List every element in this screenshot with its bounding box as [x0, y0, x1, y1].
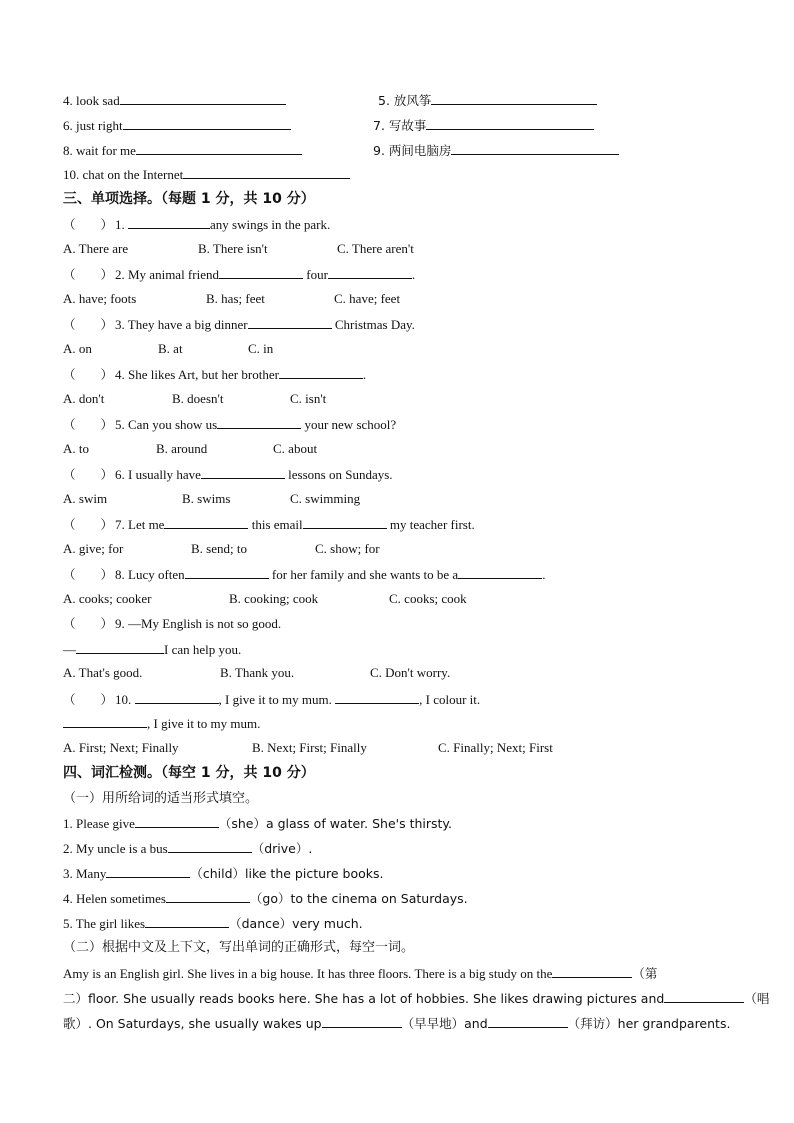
question-4: [63, 366, 366, 383]
answer-blank[interactable]: [120, 92, 286, 105]
answer-paren[interactable]: （ ）: [63, 417, 114, 432]
question-text: 1. Please give: [63, 816, 135, 831]
q1-option-c[interactable]: C. There aren't: [337, 241, 414, 256]
q10-option-a[interactable]: A. First; Next; Finally: [63, 740, 179, 755]
q9-option-b[interactable]: B. Thank you.: [220, 665, 295, 680]
question-text: Christmas Day.: [331, 317, 415, 332]
question-text: （drive）.: [251, 841, 313, 856]
answer-blank[interactable]: [135, 691, 219, 704]
answer-blank[interactable]: [76, 641, 164, 654]
question-text: （she）a glass of water. She's thirsty.: [218, 816, 453, 831]
answer-paren[interactable]: （ ）: [63, 317, 114, 332]
passage-text: Amy is an English girl. She lives in a big house. It has three floors. There is a big study on the: [63, 966, 553, 981]
question-text: .: [411, 267, 416, 282]
question-10: [63, 691, 480, 708]
q9-option-c[interactable]: C. Don't worry.: [370, 665, 451, 680]
question-text: 7. Let me: [115, 517, 165, 532]
answer-paren[interactable]: （ ）: [63, 567, 114, 582]
answer-paren[interactable]: （ ）: [63, 616, 114, 631]
answer-paren[interactable]: （ ）: [63, 517, 114, 532]
vocab-text: 6. just right: [63, 118, 123, 133]
answer-blank[interactable]: [322, 1015, 402, 1028]
answer-blank[interactable]: [183, 166, 350, 179]
q4-option-c[interactable]: C. isn't: [290, 391, 327, 406]
question-text: .: [362, 367, 367, 382]
question-9: [63, 616, 281, 632]
answer-blank[interactable]: [185, 566, 269, 579]
question-text: 5. Can you show us: [115, 417, 218, 432]
answer-paren[interactable]: （ ）: [63, 692, 114, 707]
q5-option-c[interactable]: C. about: [273, 441, 318, 456]
answer-blank[interactable]: [335, 691, 419, 704]
part-1-title: （一）用所给词的适当形式填空。: [63, 791, 259, 806]
answer-blank[interactable]: [552, 965, 632, 978]
question-3: [63, 316, 415, 333]
answer-blank[interactable]: [145, 915, 229, 928]
q1-option-b[interactable]: B. There isn't: [198, 241, 268, 256]
answer-blank[interactable]: [217, 416, 301, 429]
answer-blank[interactable]: [168, 840, 252, 853]
question-text: , I colour it.: [419, 692, 481, 707]
answer-blank[interactable]: [128, 216, 210, 229]
q2-option-c[interactable]: C. have; feet: [334, 291, 401, 306]
question-10-cont: [63, 715, 260, 732]
answer-blank[interactable]: [164, 516, 248, 529]
question-text: 2. My uncle is a bus: [63, 841, 168, 856]
answer-blank[interactable]: [488, 1015, 568, 1028]
answer-blank[interactable]: [248, 316, 332, 329]
question-7: [63, 516, 475, 533]
passage-text: 歌）. On Saturdays, she usually wakes up: [63, 1016, 322, 1031]
question-text: lessons on Sundays.: [284, 467, 393, 482]
answer-blank[interactable]: [279, 366, 363, 379]
question-text: （dance）very much.: [229, 916, 363, 931]
answer-paren[interactable]: （ ）: [63, 267, 114, 282]
vocab-item-4: [63, 92, 286, 109]
answer-blank[interactable]: [166, 890, 250, 903]
question-8: [63, 566, 545, 583]
passage-text: （早早地）and: [401, 1016, 488, 1031]
q8-option-c[interactable]: C. cooks; cook: [389, 591, 467, 606]
answer-paren[interactable]: （ ）: [63, 367, 114, 382]
vocab-item-8: [63, 142, 302, 159]
q3-option-b[interactable]: B. at: [158, 341, 183, 356]
vocab-text: 10. chat on the Internet: [63, 167, 184, 182]
answer-blank[interactable]: [328, 266, 412, 279]
vocab-text: 4. look sad: [63, 93, 120, 108]
q7-option-a[interactable]: A. give; for: [63, 541, 124, 556]
section-3-title: 三、单项选择。（每题 1 分，共 10 分）: [63, 191, 315, 207]
question-text: （child）like the picture books.: [190, 866, 384, 881]
answer-blank[interactable]: [123, 117, 291, 130]
answer-blank[interactable]: [63, 715, 147, 728]
vocab-item-6: [63, 117, 291, 134]
question-text: , I give it to my mum.: [218, 692, 336, 707]
question-text: for her family and she wants to be a: [268, 567, 459, 582]
answer-blank[interactable]: [303, 516, 387, 529]
answer-blank[interactable]: [219, 266, 303, 279]
question-text: 4. She likes Art, but her brother: [115, 367, 279, 382]
passage-line-2: [63, 990, 769, 1007]
q4-option-a[interactable]: A. don't: [63, 391, 105, 406]
q3-option-a[interactable]: A. on: [63, 341, 92, 356]
answer-blank[interactable]: [106, 865, 190, 878]
question-text: 3. They have a big dinner: [115, 317, 248, 332]
question-text: I can help you.: [164, 642, 242, 657]
question-text: your new school?: [301, 417, 397, 432]
fill-item-5: [63, 915, 363, 932]
q9-option-a[interactable]: A. That's good.: [63, 665, 143, 680]
passage-text: （唱: [744, 991, 770, 1006]
question-2: [63, 266, 415, 283]
passage-line-3: [63, 1015, 730, 1032]
question-text: 2. My animal friend: [115, 267, 219, 282]
answer-blank[interactable]: [201, 466, 285, 479]
question-text: , I give it to my mum.: [147, 716, 261, 731]
answer-blank[interactable]: [431, 92, 597, 105]
vocab-text: 7. 写故事: [373, 118, 427, 133]
question-text: 8. Lucy often: [115, 567, 185, 582]
q6-option-c[interactable]: C. swimming: [290, 491, 361, 506]
question-1: [63, 216, 330, 233]
q10-option-b[interactable]: B. Next; First; Finally: [252, 740, 367, 755]
part-2-title: （二）根据中文及上下文，写出单词的正确形式，每空一词。: [63, 940, 415, 955]
passage-text: 二）floor. She usually reads books here. She has a lot of hobbies. She likes drawing pictures and: [63, 991, 665, 1006]
vocab-text: 5. 放风筝: [378, 93, 432, 108]
question-text: this email: [248, 517, 303, 532]
question-9-response: [63, 641, 241, 658]
fill-item-2: [63, 840, 312, 857]
answer-blank[interactable]: [451, 142, 619, 155]
question-text: my teacher first.: [386, 517, 475, 532]
question-text: any swings in the park.: [210, 217, 331, 232]
q8-option-a[interactable]: A. cooks; cooker: [63, 591, 152, 606]
vocab-text: 8. wait for me: [63, 143, 136, 158]
vocab-item-5: [378, 92, 597, 109]
q5-option-b[interactable]: B. around: [156, 441, 208, 456]
question-text: four: [302, 267, 328, 282]
answer-blank[interactable]: [664, 990, 744, 1003]
answer-blank[interactable]: [458, 566, 542, 579]
fill-item-3: [63, 865, 384, 882]
question-text: —: [63, 642, 76, 657]
q3-option-c[interactable]: C. in: [248, 341, 274, 356]
question-text: .: [542, 567, 546, 582]
q2-option-a[interactable]: A. have; foots: [63, 291, 137, 306]
answer-blank[interactable]: [135, 815, 219, 828]
passage-text: （第: [632, 966, 658, 981]
answer-blank[interactable]: [136, 142, 302, 155]
question-text: 10.: [115, 692, 135, 707]
passage-text: （拜访）her grandparents.: [567, 1016, 731, 1031]
fill-item-1: [63, 815, 452, 832]
q2-option-b[interactable]: B. has; feet: [206, 291, 265, 306]
question-text: 5. The girl likes: [63, 916, 146, 931]
passage-line-1: [63, 965, 657, 982]
question-5: [63, 416, 396, 433]
fill-item-4: [63, 890, 468, 907]
q4-option-b[interactable]: B. doesn't: [172, 391, 224, 406]
q1-option-a[interactable]: A. There are: [63, 241, 129, 256]
q6-option-b[interactable]: B. swims: [182, 491, 231, 506]
q7-option-c[interactable]: C. show; for: [315, 541, 380, 556]
answer-paren[interactable]: （ ）: [63, 217, 114, 232]
answer-blank[interactable]: [426, 117, 594, 130]
vocab-text: 9. 两间电脑房: [373, 143, 452, 158]
q10-option-c[interactable]: C. Finally; Next; First: [438, 740, 553, 755]
question-text: 3. Many: [63, 866, 107, 881]
question-text: 4. Helen sometimes: [63, 891, 166, 906]
answer-paren[interactable]: （ ）: [63, 467, 114, 482]
q7-option-b[interactable]: B. send; to: [191, 541, 247, 556]
vocab-item-9: [373, 142, 619, 159]
question-text: 6. I usually have: [115, 467, 201, 482]
section-4-title: 四、词汇检测。（每空 1 分，共 10 分）: [63, 765, 315, 781]
question-text: （go）to the cinema on Saturdays.: [249, 891, 468, 906]
vocab-item-10: [63, 166, 350, 183]
q5-option-a[interactable]: A. to: [63, 441, 89, 456]
q6-option-a[interactable]: A. swim: [63, 491, 108, 506]
question-text: 9. —My English is not so good.: [115, 616, 282, 631]
question-6: [63, 466, 393, 483]
q8-option-b[interactable]: B. cooking; cook: [229, 591, 319, 606]
question-text: 1.: [115, 217, 128, 232]
vocab-item-7: [373, 117, 594, 134]
